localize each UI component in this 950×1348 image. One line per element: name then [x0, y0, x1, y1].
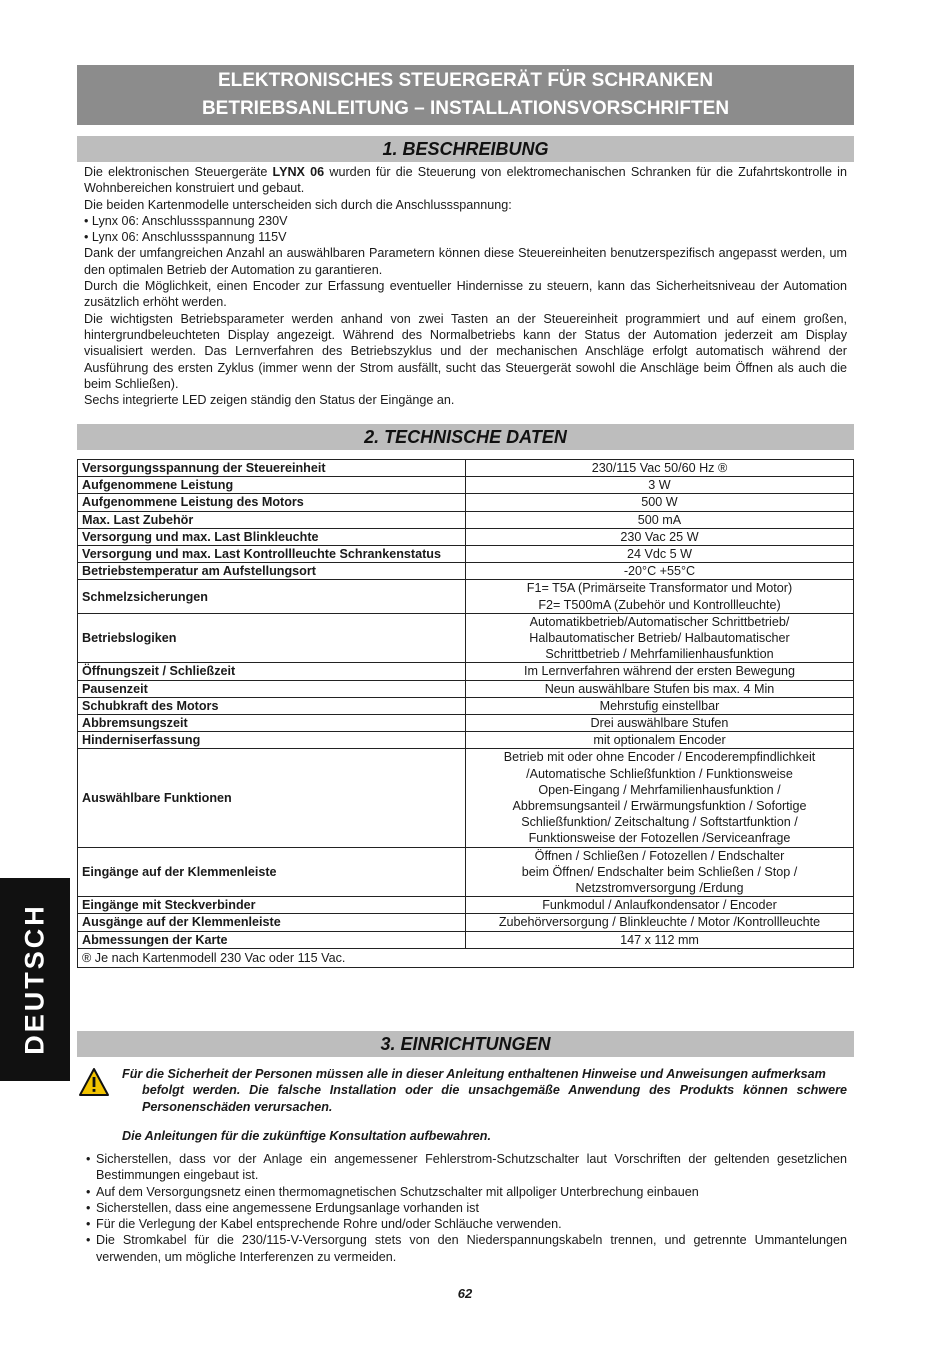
spec-value: 230/115 Vac 50/60 Hz ®	[466, 460, 854, 477]
spec-value: Neun auswählbare Stufen bis max. 4 Min	[466, 680, 854, 697]
installation-requirements-list	[86, 1151, 847, 1265]
spec-value-line: F2= T500mA (Zubehör und Kontrollleuchte)	[538, 597, 781, 612]
spec-label: Betriebslogiken	[78, 613, 466, 663]
spec-value: 500 W	[466, 494, 854, 511]
spec-row	[78, 460, 854, 477]
spec-label: Abmessungen der Karte	[78, 931, 466, 948]
spec-label: Schmelzsicherungen	[78, 580, 466, 613]
description-intro: Die elektronischen Steuergeräte LYNX 06 wurden für die Steuerung von elektromechanischen Schranken für die Zufahrtskontrolle in Wohnbereichen konstruiert und gebaut.	[84, 165, 847, 196]
spec-footnote-row	[78, 948, 854, 967]
spec-row	[78, 715, 854, 732]
spec-value: Zubehörversorgung / Blinkleuchte / Motor /Kontrollleuchte	[466, 914, 854, 931]
spec-row	[78, 494, 854, 511]
spec-label: Versorgungsspannung der Steuereinheit	[78, 460, 466, 477]
safety-warning-line1: Für die Sicherheit der Personen müssen alle in dieser Anleitung enthaltenen Hinweise und Anweisungen aufmerksam	[122, 1067, 826, 1081]
spec-label: Auswählbare Funktionen	[78, 749, 466, 847]
spec-row	[78, 528, 854, 545]
description-paragraph: Sechs integrierte LED zeigen ständig den Status der Eingänge an.	[84, 393, 455, 408]
spec-value: 3 W	[466, 477, 854, 494]
spec-label: Abbremsungszeit	[78, 715, 466, 732]
language-side-tab	[0, 878, 70, 1081]
description-paragraph: Die wichtigsten Betriebsparameter werden anhand von zwei Tasten an der Steuereinheit programmiert und auf einem großen, hintergrundbeleuchteten Display angezeigt. Während des Normalbetriebs kann der Status der Automation jederzeit am Display visualisiert werden. Das Lernverfahren des Betriebszyklus und der mechanischen Anschläge erfolgt automatisch während der Ausführung des ersten Zyklus (immer wenn der Strom ausfällt, sucht das Steuergerät sowohl die Anschläge beim Öffnen als auch die beim Schließen).	[84, 311, 847, 391]
spec-value-line: F1= T5A (Primärseite Transformator und Motor)	[526, 581, 793, 596]
spec-row	[78, 613, 854, 663]
warning-triangle-icon	[78, 1067, 110, 1097]
spec-value: Mehrstufig einstellbar	[466, 697, 854, 714]
spec-value	[466, 580, 854, 613]
page-number: 62	[457, 1286, 473, 1301]
spec-value	[466, 847, 854, 897]
spec-row	[78, 749, 854, 847]
description-paragraph: Durch die Möglichkeit, einen Encoder zur Erfassung eventueller Hindernisse zu steuern, kann das Sicherheitsniveau der Automation zusätzlich erhöht werden.	[84, 279, 847, 310]
language-label: DEUTSCH	[19, 903, 50, 1055]
spec-label: Versorgung und max. Last Blinkleuchte	[78, 528, 466, 545]
spec-value-line: /Automatische Schließfunktion / Funktionsweise	[526, 766, 793, 781]
description-paragraph: Die beiden Kartenmodelle unterscheiden sich durch die Anschlussspannung:	[84, 197, 512, 212]
description-bullet: • Lynx 06: Anschlussspannung 230V	[84, 213, 288, 228]
spec-label: Pausenzeit	[78, 680, 466, 697]
spec-row	[78, 914, 854, 931]
list-item: • Sicherstellen, dass eine angemessene Erdungsanlage vorhanden ist	[86, 1200, 847, 1216]
spec-label: Betriebstemperatur am Aufstellungsort	[78, 563, 466, 580]
list-item: • Für die Verlegung der Kabel entsprechende Rohre und/oder Schläuche verwenden.	[86, 1216, 847, 1232]
spec-label: Schubkraft des Motors	[78, 697, 466, 714]
spec-value-line: Betrieb mit oder ohne Encoder / Encoderempfindlichkeit	[503, 750, 816, 765]
spec-row	[78, 477, 854, 494]
spec-row	[78, 897, 854, 914]
spec-row	[78, 732, 854, 749]
list-item: • Die Stromkabel für die 230/115-V-Versorgung stets von den Niederspannungskabeln trennen, und getrennte Ummantelungen verwenden, um mögliche Interferenzen zu vermeiden.	[86, 1232, 847, 1265]
spec-value-line: Öffnen / Schließen / Fotozellen / Endschalter	[534, 848, 785, 863]
spec-value: 147 x 112 mm	[466, 931, 854, 948]
header-title-line1: ELEKTRONISCHES STEUERGERÄT FÜR SCHRANKEN	[217, 70, 714, 91]
section-heading-einrichtungen: 3. EINRICHTUNGEN	[77, 1031, 854, 1057]
spec-value	[466, 749, 854, 847]
spec-label: Aufgenommene Leistung des Motors	[78, 494, 466, 511]
description-bullet: • Lynx 06: Anschlussspannung 115V	[84, 230, 287, 245]
page-header	[77, 65, 854, 125]
spec-value-line: Funktionsweise der Fotozellen /Serviceanfrage	[528, 831, 791, 846]
spec-label: Ausgänge auf der Klemmenleiste	[78, 914, 466, 931]
spec-label: Max. Last Zubehör	[78, 511, 466, 528]
spec-row	[78, 580, 854, 613]
spec-label: Versorgung und max. Last Kontrollleuchte Schrankenstatus	[78, 546, 466, 563]
spec-value: Drei auswählbare Stufen	[466, 715, 854, 732]
keep-instructions-note: Die Anleitungen für die zukünftige Konsultation aufbewahren.	[122, 1129, 491, 1143]
safety-warning	[122, 1066, 847, 1115]
spec-value: 230 Vac 25 W	[466, 528, 854, 545]
spec-label: Eingänge mit Steckverbinder	[78, 897, 466, 914]
spec-row	[78, 680, 854, 697]
spec-value: -20°C +55°C	[466, 563, 854, 580]
spec-value: 500 mA	[466, 511, 854, 528]
spec-value-line: Schrittbetrieb / Mehrfamilienhausfunktion	[545, 647, 774, 662]
spec-label: Öffnungszeit / Schließzeit	[78, 663, 466, 680]
section-heading-beschreibung: 1. BESCHREIBUNG	[77, 136, 854, 162]
spec-value: 24 Vdc 5 W	[466, 546, 854, 563]
technical-data-table	[77, 459, 854, 968]
spec-value: mit optionalem Encoder	[466, 732, 854, 749]
description-text	[84, 164, 847, 408]
spec-label: Aufgenommene Leistung	[78, 477, 466, 494]
spec-value-line: beim Öffnen/ Endschalter beim Schließen / Stop /	[521, 864, 798, 879]
spec-value: Funkmodul / Anlaufkondensator / Encoder	[466, 897, 854, 914]
list-item: • Sicherstellen, dass vor der Anlage ein angemessener Fehlerstrom-Schutzschalter laut Vorschriften der geltenden gesetzlichen Bestimmungen eingebaut ist.	[86, 1151, 847, 1184]
spec-value-line: Netzstromversorgung /Erdung	[575, 881, 744, 896]
spec-row	[78, 663, 854, 680]
spec-value: Im Lernverfahren während der ersten Bewegung	[466, 663, 854, 680]
spec-row	[78, 563, 854, 580]
spec-label: Hinderniserfassung	[78, 732, 466, 749]
section-heading-technische-daten: 2. TECHNISCHE DATEN	[77, 424, 854, 450]
product-name: LYNX 06	[272, 165, 325, 179]
spec-row	[78, 931, 854, 948]
spec-row	[78, 847, 854, 897]
header-title-line2: BETRIEBSANLEITUNG – INSTALLATIONSVORSCHRIFTEN	[201, 98, 730, 119]
spec-value-line: Automatikbetrieb/Automatischer Schrittbetrieb/	[529, 614, 790, 629]
spec-value-line: Halbautomatischer Betrieb/ Halbautomatischer	[529, 631, 790, 646]
list-item: • Auf dem Versorgungsnetz einen thermomagnetischen Schutzschalter mit allpoliger Unterbrechung einbauen	[86, 1184, 847, 1200]
spec-value	[466, 613, 854, 663]
spec-row	[78, 511, 854, 528]
spec-footnote: ® Je nach Kartenmodell 230 Vac oder 115 Vac.	[78, 948, 854, 967]
spec-row	[78, 546, 854, 563]
spec-value-line: Abbremsungsanteil / Erwärmungsfunktion / Sofortige	[512, 799, 807, 814]
spec-value-line: Schließfunktion/ Zeitschaltung / Softstartfunktion /	[521, 815, 798, 830]
safety-warning-line2: befolgt werden. Die falsche Installation oder die unsachgemäße Anwendung des Produkts können schwere Personenschäden verursachen.	[142, 1083, 847, 1114]
description-paragraph: Dank der umfangreichen Anzahl an auswählbaren Parametern können diese Steuereinheiten benutzerspezifisch angepasst werden, um den optimalen Betrieb der Automation zu garantieren.	[84, 246, 847, 277]
spec-label: Eingänge auf der Klemmenleiste	[78, 847, 466, 897]
spec-row	[78, 697, 854, 714]
spec-value-line: Open-Eingang / Mehrfamilienhausfunktion /	[538, 782, 781, 797]
